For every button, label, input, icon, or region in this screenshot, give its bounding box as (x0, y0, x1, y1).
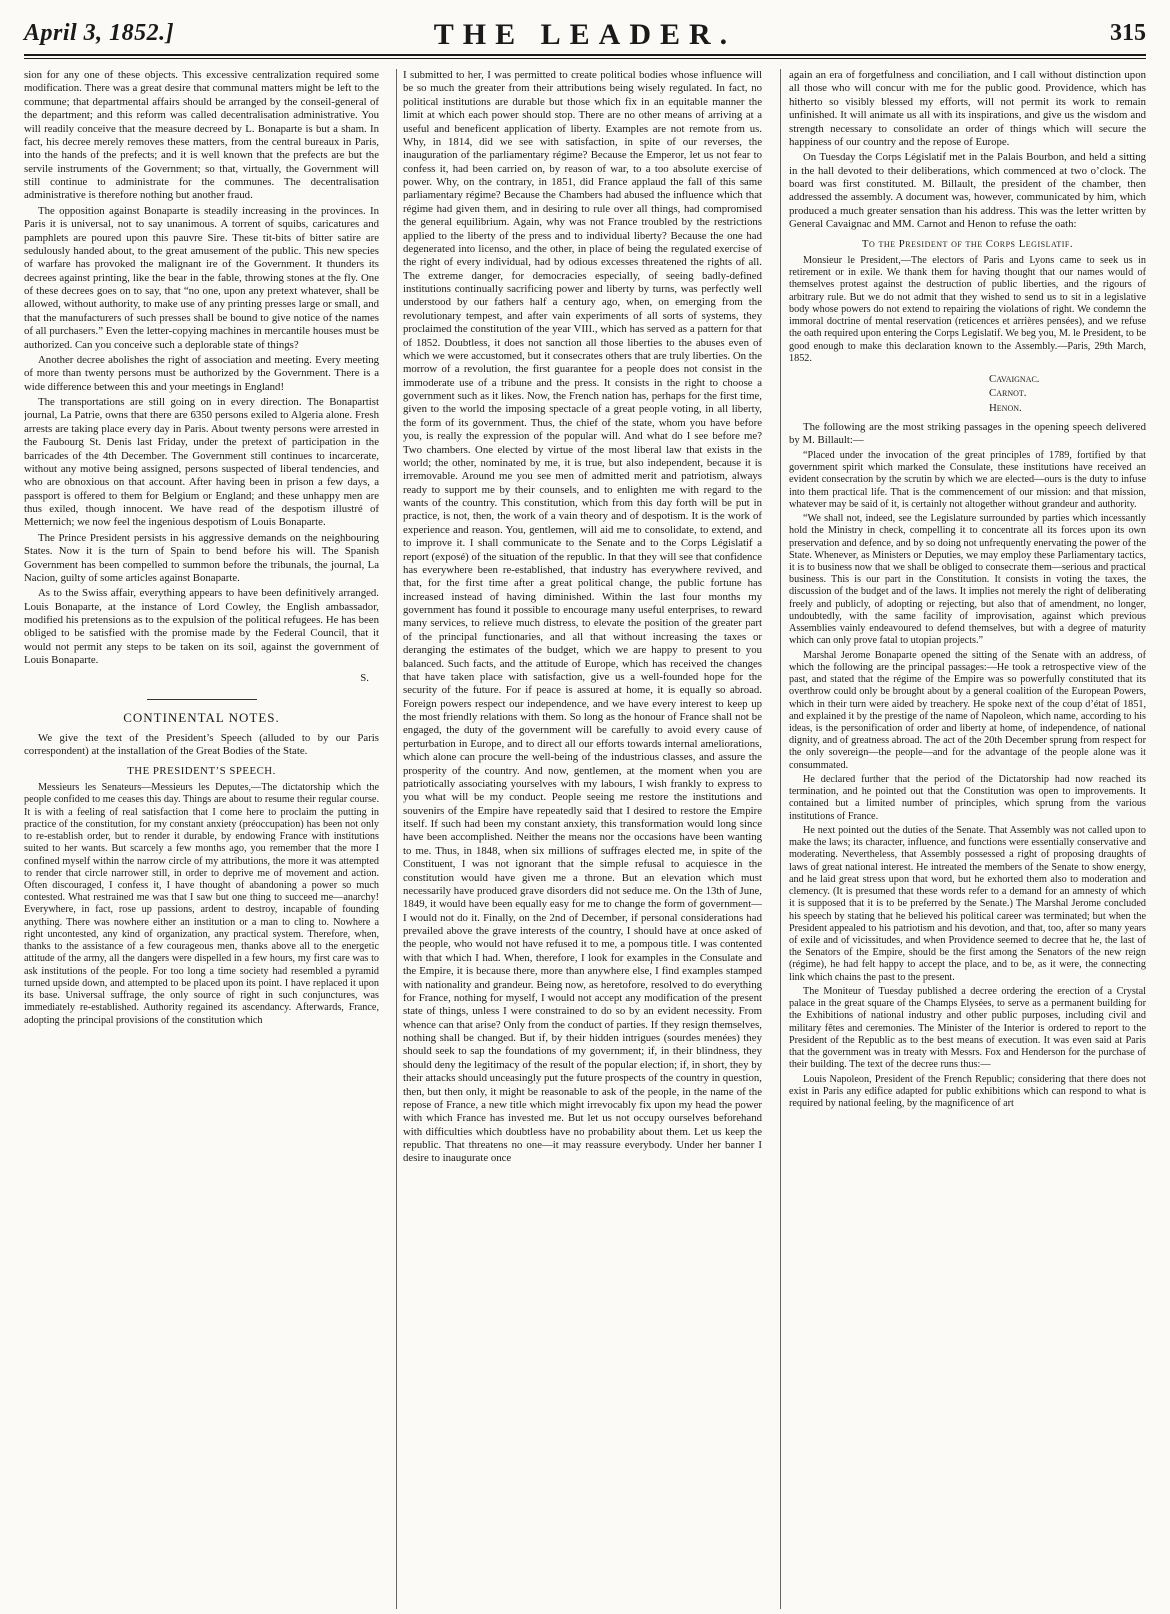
paragraph: The transportations are still going on in every direction. The Bonapartist journal, La Patrie, owns that there are 6350 persons exiled to Algeria alone. Fresh arrests are taking place every day in Paris. About twenty persons were arrested in the Faubourg St. Denis last Friday, under the pretext of participation in the barricades of the 4th December. The Government still continues to incarcerate, without any motive being assigned, persons suspected of liberal tendencies, and who are obnoxious on that account. After having been in prison a few days, a passport is offered to them for Belgium or England; and these unhappy men are thus exiled, though innocent. We have read of the despotism illustré of Metternich; we now feel the ingenious despotism of Louis Bonaparte. (24, 396, 379, 529)
column-3 (780, 69, 1146, 1609)
signatory: Carnot. (989, 387, 1027, 400)
sub-heading: THE PRESIDENT’S SPEECH. (127, 764, 276, 777)
masthead (24, 14, 1146, 54)
paragraph: The opposition against Bonaparte is steadily increasing in the provinces. In Paris it is universal, not to say unanimous. A torrent of squibs, caricatures and pamphlets are poured upon this pauvre Sire. These tit-bits of bitter satire are sedulously handed about, to the great amusement of the public. This new species of warfare has provoked the malignant ire of the Government. It thunders its decrees against printing, like the bear in the fable, throwing stones at the fly. One of these decrees goes on to say, that “no one, upon any pretext whatever, shall be allowed, without authority, to make use of any printing presses large or small, and that the manufacturers of such presses shall be bound to give notice of the names of all purchasers.” Even the letter-copying machines in mercantile houses must be authorized. Can you conceive such a deplorable state of things? (24, 204, 379, 351)
paragraph: Messieurs les Senateurs—Messieurs les Deputes,—The dictatorship which the people confided to me ceases this day. Things are about to resume their regular course. It is with a feeling of real satisfaction that I come here to proclaim the putting in practice of the constitution, for my constant anxiety (préoccupation) has been not only to re-establish order, but to render it durable, by endowing France with institutions suited to her wants. But scarcely a few months ago, you remember that the more I confined myself within the narrow circle of my attributions, the more it was attempted to render that circle narrower still, in order to deprive me of movement and action. Often discouraged, I confess it, I have thought of abandoning a power so much contested. What restrained me was that I saw but one thing to succeed me—anarchy! Everywhere, in fact, rose up passions, ardent to destroy, incapable of founding anything. There was nowhere either an institution or a man to cling to. Nowhere a right uncontested, any kind of organization, any practical system. Therefore, when, thanks to the assistance of a few courageous men, thanks above all to the energetic attitude of the army, all the dangers were dispelled in a few hours, my first care was to ask institutions of the people. For too long a time society had resembled a pyramid turned upside down, and attempted to be placed upon its point. I have replaced it upon its base. Universal suffrage, the only source of right in such conjunctures, was immediately re-established. Authority regained its ascendancy. Afterwards, France, adopting the principal provisions of the constitution which (24, 782, 379, 1026)
paragraph: Marshal Jerome Bonaparte opened the sitting of the Senate with an address, of which the following are the principal passages:—He took a retrospective view of the past, and stated that the régime of the Empire was so powerfully constituted that its overthrow could only be brought about by a general coalition of the European Powers, which in their turn were aided by treachery. He spoke next of the coup d’état of 1851, and explained it by the prestige of the name of Napoleon, which name, according to his ideas, is the personification of order and liberty at home, of independence, of national dignity, and of greatness abroad. The act of the 20th December sprung from respect for the only sovereign—the people—and for the advantage of the people alone was it consummated. (789, 649, 1146, 771)
paragraph: He declared further that the period of the Dictatorship had now reached its termination, and he pointed out that the Constitution was open to improvements. It contained but a limited number of principles, which sprung from the various institutions of France. (789, 773, 1146, 822)
quoted-passage: “Placed under the invocation of the great principles of 1789, fortified by that government spirit which marked the Consulate, these institutions have received an evident consecration by the scrutin by which we are elected—ours is the duty to infuse into them practical life. That is the commencement of our mission: and that mission, whatever may be said of it, is certainly not altogether without grandeur and authority. (789, 449, 1146, 510)
columns (24, 69, 1146, 1609)
column-1 (24, 69, 379, 1609)
letter-text: Monsieur le President,—The electors of Paris and Lyons came to seek us in retirement or in exile. We thank them for having thought that our names would of themselves protest against the destruction of public liberties, and the rigours of arbitrary rule. But we do not admit that they wished to send us to sit in a legislative body whose powers do not extend to repairing the violations of right. We condemn the immoral doctrine of mental reservation (reticences et arrières pensées), and we refuse the oath required upon entering the Corps Legislatif. We beg you, M. le President, to be good enough to make this declaration known to the Assembly.—Paris, 29th March, 1852. (789, 254, 1146, 364)
paragraph: I submitted to her, I was permitted to create political bodies whose influence will be so much the greater from their attributions being wisely regulated. In fact, no political institutions are durable but those which fix in an equitable manner the limit at which each power should stop. There are no other means of arriving at a useful and beneficent application of liberty. Examples are not remote from us. Why, in 1814, did we see with satisfaction, in spite of our reverses, the inauguration of the parliamentary régime? Because the Emperor, let us not fear to confess it, had been carried on, by reason of war, to a too absolute exercise of power. Why, on the contrary, in 1851, did France applaud the fall of this same parliamentary régime? Because the Chambers had abused the influence which that régime had given them, and in desiring to rule over all things, had compromised the general equilibrium. Again, why was not France troubled by the restrictions applied to the liberty of the press and to individual liberty? Because the one had degenerated into licenso, and the other, in place of being the regulated exercise of the right of every individual, had by odious excesses threatened the rights of all. The extreme danger, for democracies especially, of seeing badly-defined institutions continually sacrificing power and liberty by turns, was perfectly well understood by our fathers half a century ago, when, on emerging from the revolutionary tempest, and after vain experiments of all sorts of systems, they proclaimed the constitution of the year VIII., which has served as a pattern for that of 1852. Doubtless, it does not sanction all those liberties to the abuses even of which we were accustomed, but it consecrates others that are truly liberties. On the morrow of a revolution, the first guarantee for a people does not consist in the immoderate use of a tribune and the press. It consists in the right to choose a government such as it likes. Now, the French nation has, perhaps for the first time, given to the world the imposing spectacle of a great people voting, in all liberty, the form of its government. Thus, the chief of the state, whom you have before you, is really the expression of the popular will. And what do I see before me? Two chambers. One elected by virtue of the most liberal law that exists in the world; the other, nominated by me, it is true, but also independent, because it is irremovable. Around me you see men of admitted merit and patriotism, always ready to support me by their counsels, and to enlighten me with regard to the wants of the country. This constitution, which from this day forth will be put in practice, is not, then, the work of a vain theory and of despotism. It is the work of experience and reason. You, gentlemen, will aid me to consolidate, to extend, and to improve it. I shall communicate to the Senate and to the Corps Législatif a report (exposé) of the situation of the republic. In that they will see that confidence has everywhere been re-established, that industry has everywhere revived, and that, for the first time after a great political change, the public fortune has increased instead of having diminished. Within the last four months my government has found it possible to encourage many useful enterprises, to reward many services, to relieve much distress, to elevate the position of the greater part of the principal functionaries, and all that without increasing the taxes or deranging the estimates of the budget, which we are happy to present to you balanced. Such facts, and the attitude of Europe, which has received the changes that have taken place with satisfaction, give us a well-founded hope for the security of the future. For if peace is assured at home, it is equally so abroad. Foreign powers respect our independence, and we have every interest to keep up the most friendly relations with them. So long as the honour of France shall not be engaged, the duty of the government will be carefully to avoid every cause of perturbation in Europe, and to direct all our efforts towards internal ameliorations, which alone can procure the well-being of the industrious classes, and assure the prosperity of the country. And now, gentlemen, at the moment when you are patriotically associating yourselves with my labours, I wish frankly to express to you what will be my conduct. People seeing me restore the institutions and souvenirs of the Empire have repeatedly said that I desired to restore the Empire itself. If such had been my constant anxiety, this transformation would long since have been accomplished. Neither the means nor the occasions have been wanting to me. Thus, in 1848, when six millions of suffrages elected me, in spite of the Constituent, I was not ignorant that the simple refusal to acquiesce in the constitution would have given me a throne. But an elevation which must necessarily have produced grave disorders did not seduce me. On the 13th of June, 1849, it would have been equally easy for me to change the form of government—I would not do it. Finally, on the 2nd of December, if personal considerations had prevailed above the grave interests of the country, I should have at once asked of the people, who would not have refused it to me, a pompous title. I was contented with that which I had. When, therefore, I look for examples in the Consulate and the Empire, it is because there, more than anywhere else, I find examples stamped with nationality and grandeur. Being now, as heretofore, resolved to do everything for France, nothing for myself, I would not accept any modification of the present state of things, unless I were constrained to do so by an evident necessity. From whence can that arise? Only from the conduct of parties. If they resign themselves, nothing shall be changed. But if, by their hidden intrigues (sourdes menées) they should seek to sap the foundations of my government; if, in their blindness, they should deny the legitimacy of the result of the popular election; if, in short, they by their attacks should unceasingly put the future prospects of the country in question, then, but then only, it might be reasonable to ask of the people, in the name of the repose of France, a new title which might irrevocably fix upon my head the power with which France has invested me. But let us not occupy ourselves beforehand with difficulties which doubtless have no probability about them. Let us keep the republic. That threatens no one—it may reassure everybody. Under her banner I desire to inaugurate once (403, 69, 762, 1165)
letter-heading: To the President of the Corps Legislatif. (861, 237, 1074, 250)
signatory: Henon. (989, 401, 1022, 414)
signatories (789, 373, 1146, 415)
masthead-rule (24, 54, 1146, 59)
quoted-passage: “We shall not, indeed, see the Legislature surrounded by parties which incessantly hold the Ministry in check, compelling it to concentrate all its forces upon its own preservation and defence, and by so doing not unfrequently enervating the power of the State. Whenever, as Ministers or Deputies, we may employ these Parliamentary tactics, it is to business now that we shall be obliged to consecrate them—serious and practical business. This is our part in the Constitution. It consists in voting the taxes, the discussion of the budget and of the laws. It implies not merely the right of deliberating freely and publicly, of adopting or rejecting, but also that of amendment, no longer, undoubtedly, with the same facility of improvisation, against which previous Assemblies vainly endeavoured to defend themselves, but with a degree of maturity which can only prove fatal to utopian projects.” (789, 513, 1146, 647)
paragraph: The Prince President persists in his aggressive demands on the neighbouring States. Now it is the turn of Spain to bend before his will. The Spanish Government has been compelled to summon before the tribunals, the journal, La Nacion, guilty of some articles against Bonaparte. (24, 531, 379, 584)
paragraph: The Moniteur of Tuesday published a decree ordering the erection of a Crystal palace in the great square of the Champs Elysées, to serve as a permanent building for the Exhibitions of national industry and other public purposes, including civil and military fêtes and ceremonies. The Minister of the Interior is ordered to report to the President of the Republic as to the best means of execution. It was even said at Paris that the government was in treaty with Messrs. Fox and Henderson for the purchase of their building. The text of the decree runs thus:— (789, 985, 1146, 1071)
issue-date: April 3, 1852.] (24, 20, 175, 46)
page-number: 315 (1110, 20, 1146, 46)
paragraph: Louis Napoleon, President of the French Republic; considering that there does not exist in Paris any edifice adapted for public exhibitions which can respond to what is required by national feeling, by the magnificence of art (789, 1073, 1146, 1110)
newspaper-title: THE LEADER. (433, 18, 737, 51)
paragraph: The following are the most striking passages in the opening speech delivered by M. Billault:— (789, 421, 1146, 447)
column-2 (396, 69, 762, 1609)
paragraph: sion for any one of these objects. This excessive centralization required some modification. There was a great desire that communal matters might be left to the commune; that departmental affairs should be arranged by the conseil-general of the department; and this reform was called decentralisation administrative. You will readily conceive that the measure decreed by L. Bonaparte is but a sham. In fact, his decree merely removes these matters, from the central bureaux in Paris, into the hands of the prefects; and it is well known that the prefects are but the servile instruments of the Government; so that, virtually, the Government will still continue to administrate for the communes. The decentralisation administrative is therefore nothing but another fraud. (24, 69, 379, 202)
section-heading: CONTINENTAL NOTES. (123, 709, 280, 725)
paragraph: He next pointed out the duties of the Senate. That Assembly was not called upon to make the laws; its character, influence, and functions were essentially conservative and moderating. Nevertheless, that Assembly possessed a right of proposing draughts of laws of great national interest. He intreated the members of the Senate to show energy, and he laid great stress upon that word, but he exhorted them also to moderation and clemency. (It is presumed that these words refer to a demand for an amnesty of which it is supposed that it is to be preferred by the Senate.) The Marshal Jerome concluded his speech by stating that he believed his political career was terminated; but when the President appealed to his patriotism and his devotion, and that, too, after so many years of exile and of vicissitudes, and when Providence seemed to decree that he, the last of the Senators of the Empire, should be the first among the Senators of the new reign (régime), he had felt happy to accept the place, and to be, as it were, the connecting link which chains the past to the present. (789, 824, 1146, 983)
correspondent-signature: S. (360, 671, 369, 684)
signatory: Cavaignac. (989, 372, 1040, 385)
paragraph: On Tuesday the Corps Législatif met in the Palais Bourbon, and held a sitting in the hall devoted to their deliberations, which commenced at two o’clock. The board was first constituted. M. Billault, the president of the chamber, then addressed the assembly. A document was, however, communicated by him, which produced a much greater sensation than his address. This was the letter written by General Cavaignac and MM. Carnot and Henon to refuse the oath: (789, 151, 1146, 231)
paragraph: again an era of forgetfulness and conciliation, and I call without distinction upon all those who will concur with me for the public good. Providence, which has hitherto so visibly blessed my efforts, will not permit its work to remain unfinished. It will animate us all with its inspirations, and give us the wisdom and strength necessary to consolidate an order of things which will secure the happiness of our country and the repose of Europe. (789, 69, 1146, 148)
paragraph: We give the text of the President’s Speech (alluded to by our Paris correspondent) at the installation of the Great Bodies of the State. (24, 731, 379, 758)
paragraph: As to the Swiss affair, everything appears to have been definitively arranged. Louis Bonaparte, at the instance of Lord Cowley, the English ambassador, modified his pretensions as to the expulsion of the political refugees. He has been obliged to be satisfied with the promise made by the Federal Council, that it would not permit any steps to be taken on its soil, against the government of Louis Bonaparte. (24, 587, 379, 667)
section-divider (147, 699, 257, 700)
paragraph: Another decree abolishes the right of association and meeting. Every meeting of more than twenty persons must be authorized by the Government. There is a wide difference between this and your meetings in England! (24, 353, 379, 393)
